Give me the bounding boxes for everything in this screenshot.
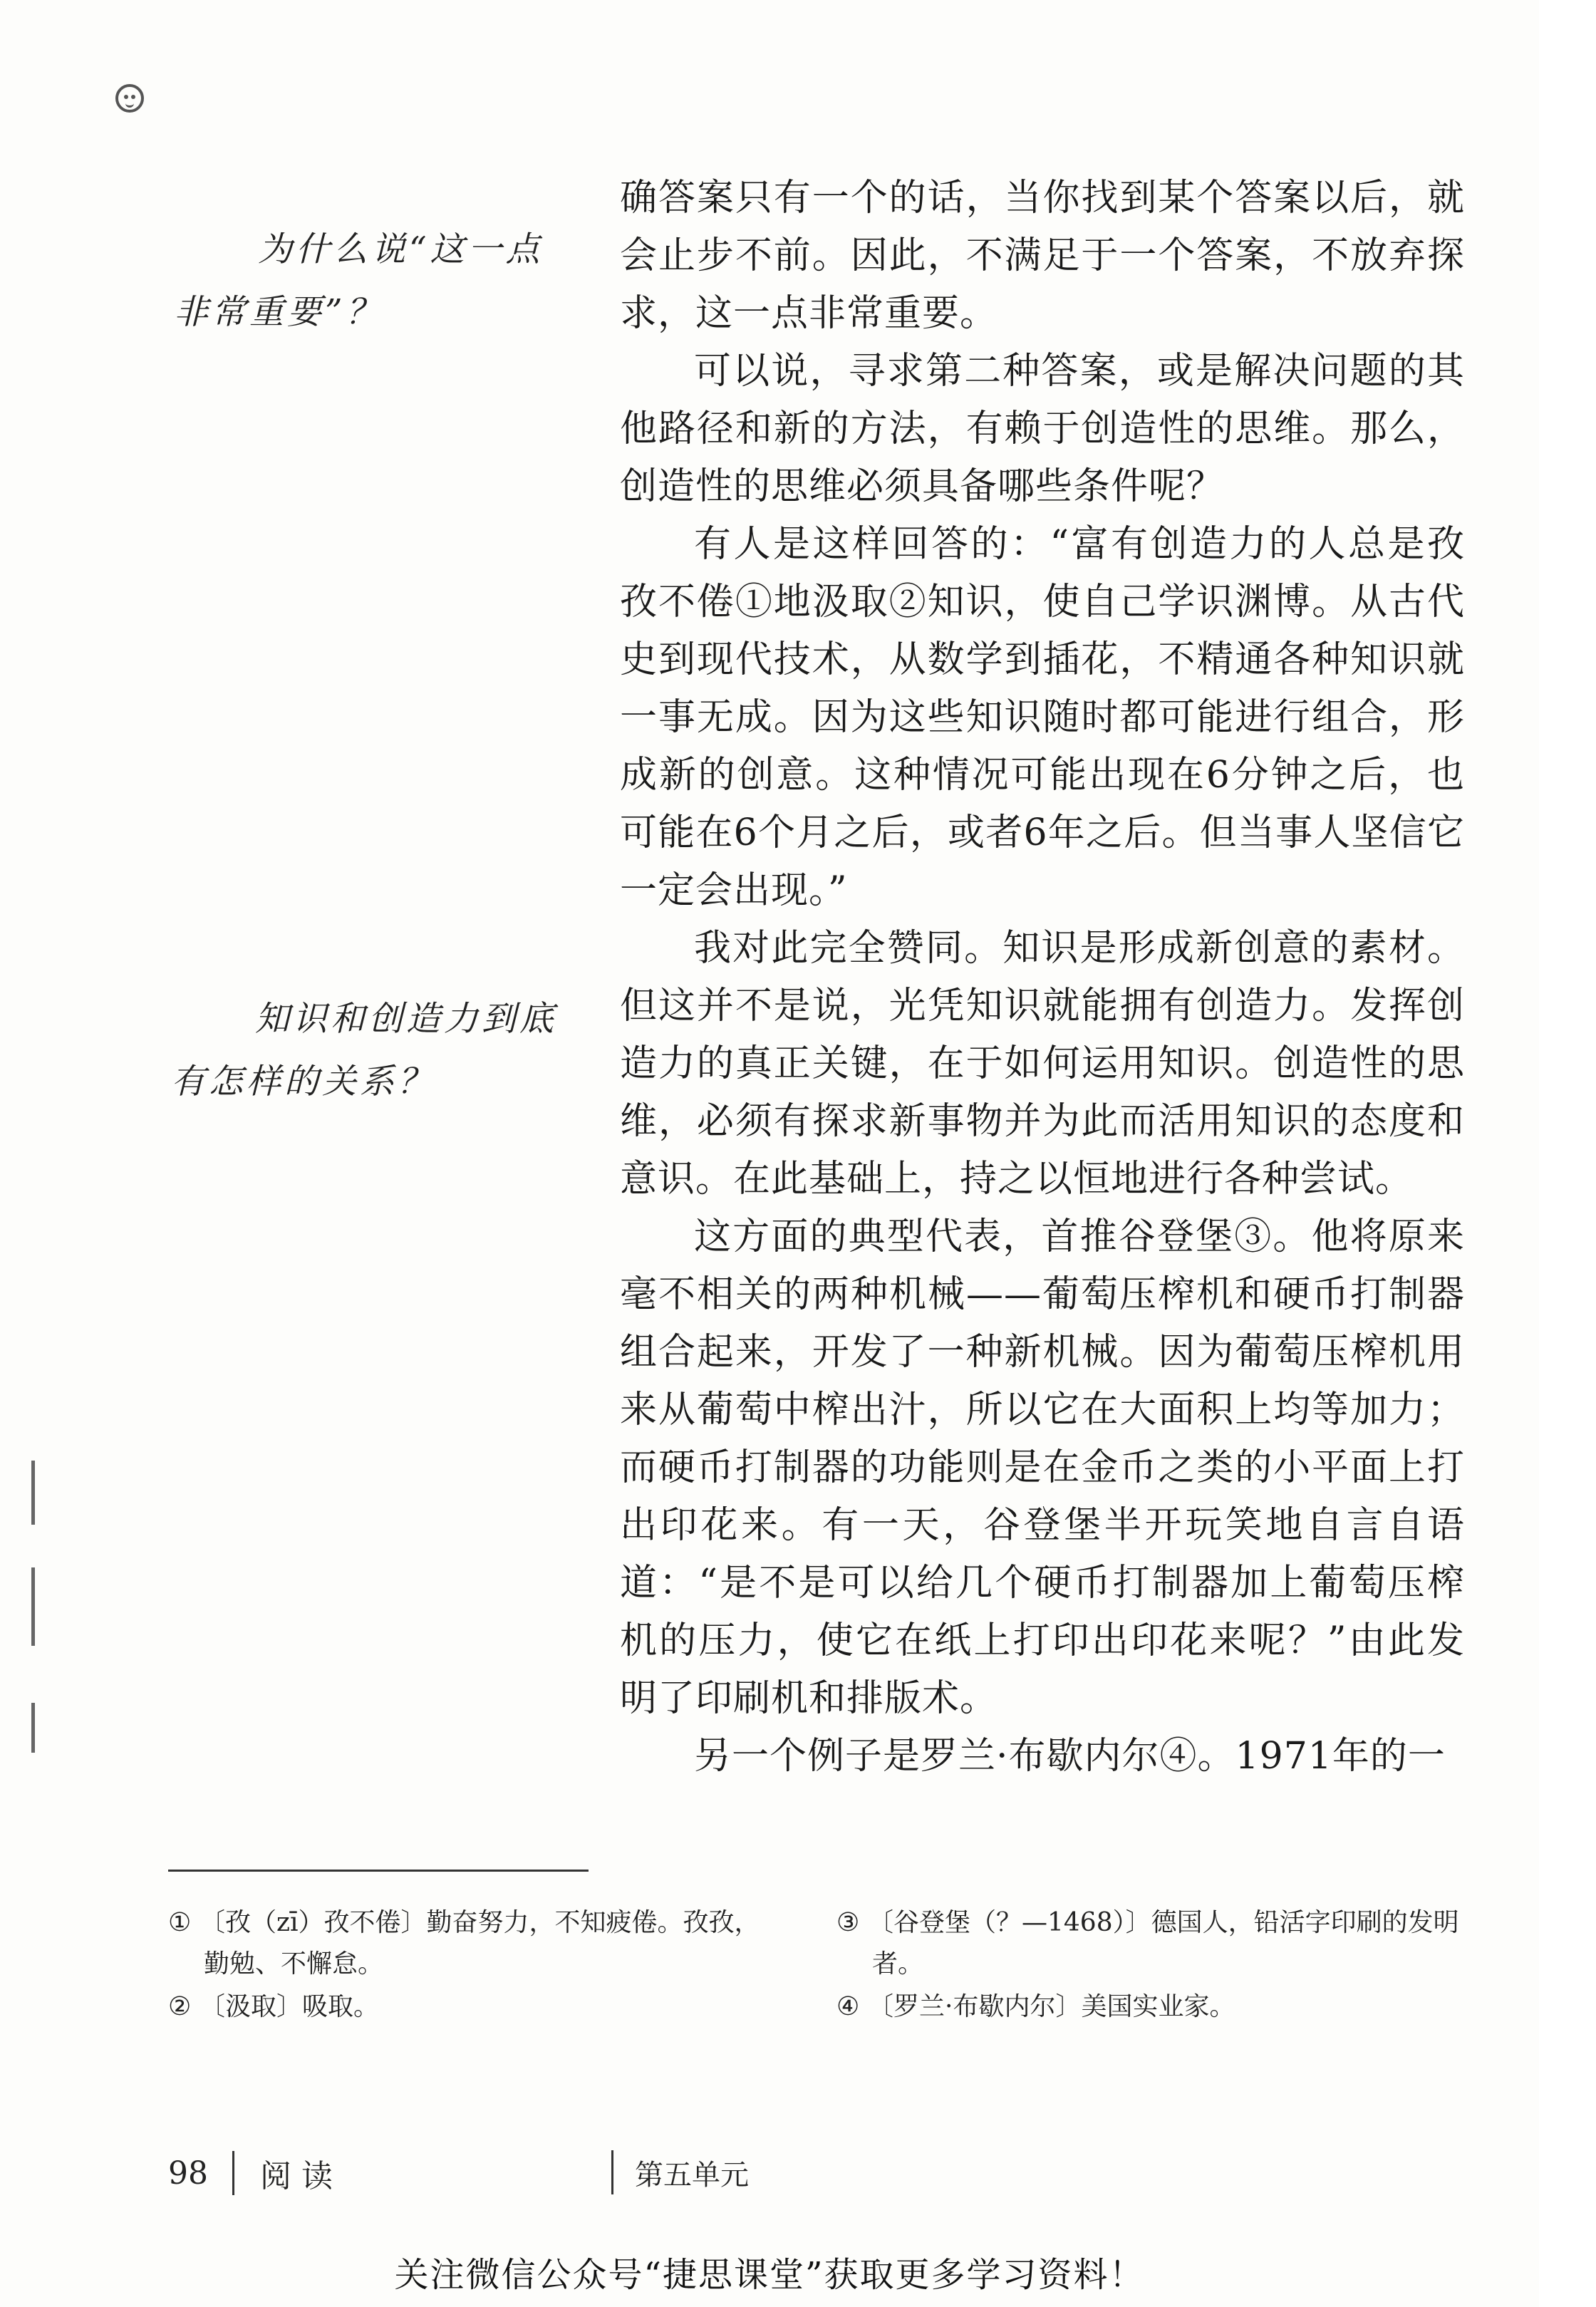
paragraph: 这方面的典型代表，首推谷登堡③。他将原来毫不相关的两种机械——葡萄压榨机和硬币打制器组合起来，开发了一种新机械。因为葡萄压榨机用来从葡萄中榨出汁，所以它在大面积上均等加力；而硬币打制器的功能则是在金币之类的小平面上打出印花来。有一天，谷登堡半开玩笑地自言自语道：“是不是可以给几个硬币打制器加上葡萄压榨机的压力，使它在纸上打印出印花来呢？”由此发明了印刷机和排版术。 [620, 1215, 1465, 1720]
scan-mark [31, 1703, 35, 1753]
paragraph: 另一个例子是罗兰·布歇内尔④。1971年的一 [694, 1735, 1446, 1778]
unit-name: 第五单元 [635, 2158, 749, 2192]
footnotes-column-left [168, 1902, 781, 2029]
footnote: ③ 〔谷登堡（？—1468）〕德国人，铅活字印刷的发明者。 [836, 1908, 1459, 1979]
paragraph: 我对此完全赞同。知识是形成新创意的素材。但这并不是说，光凭知识就能拥有创造力。发挥创造力的真正关键，在于如何运用知识。创造性的思维，必须有探求新事物并为此而活用知识的态度和意识。在此基础上，持之以恒地进行各种尝试。 [620, 927, 1465, 1201]
footnotes-column-right [836, 1902, 1463, 2029]
folio-divider [611, 2150, 613, 2194]
margin-question-1: 为什么说“这一点非常重要”？ [174, 229, 544, 332]
paragraph: 有人是这样回答的：“富有创造力的人总是孜孜不倦①地汲取②知识，使自己学识渊博。从古代史到现代技术，从数学到插花，不精通各种知识就一事无成。因为这些知识随时都可能进行组合，形成新的创意。这种情况可能出现在6分钟之后，也可能在6个月之后，或者6年之后。但当事人坚信它一定会出现。” [620, 523, 1465, 912]
face-icon [115, 84, 144, 113]
scan-mark [31, 1567, 35, 1646]
paragraph: 可以说，寻求第二种答案，或是解决问题的其他路径和新的方法，有赖于创造性的思维。那么，创造性的思维必须具备哪些条件呢？ [620, 350, 1465, 508]
page-folio [168, 2150, 333, 2196]
footnote: ② 〔汲取〕吸取。 [168, 1992, 380, 2021]
page-number: 98 [168, 2155, 208, 2192]
scan-mark [31, 1461, 35, 1525]
folio-divider [232, 2151, 234, 2195]
footnote-divider [168, 1870, 589, 1872]
body-text [620, 170, 1465, 1785]
footnote: ① 〔孜（zī）孜不倦〕勤奋努力，不知疲倦。孜孜，勤勉、不懈怠。 [168, 1908, 760, 1979]
section-name: 阅 读 [260, 2158, 333, 2194]
page-edge [1539, 0, 1596, 2307]
promo-banner: 关注微信公众号“捷思课堂”获取更多学习资料！ [394, 2255, 1145, 2295]
unit-folio [611, 2150, 749, 2194]
paragraph: 确答案只有一个的话，当你找到某个答案以后，就会止步不前。因此，不满足于一个答案，不放弃探求，这一点非常重要。 [620, 177, 1465, 335]
footnote: ④ 〔罗兰·布歇内尔〕美国实业家。 [836, 1992, 1235, 2021]
margin-question-2: 知识和创造力到底有怎样的关系？ [171, 999, 558, 1101]
